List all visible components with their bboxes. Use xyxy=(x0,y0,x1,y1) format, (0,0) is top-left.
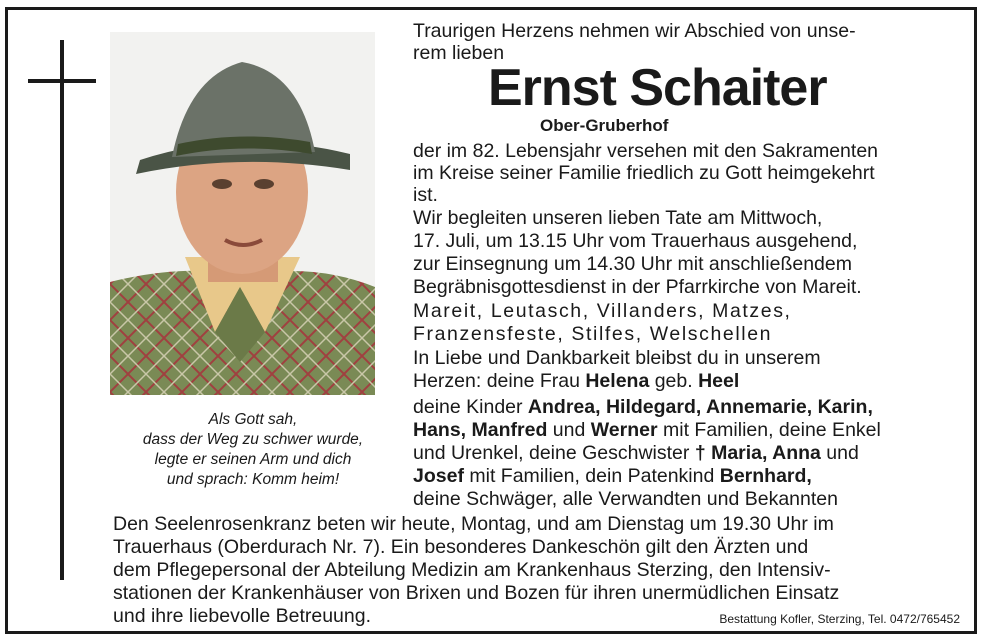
body-line: Begräbnisgottesdienst in der Pfarrkirche von Mareit. xyxy=(413,276,862,298)
family-line: Josef mit Familien, dein Patenkind Bernhard, xyxy=(413,465,812,487)
family-line: Hans, Manfred und Werner mit Familien, deine Enkel xyxy=(413,419,881,441)
family-line: und Urenkel, deine Geschwister † Maria, Anna und xyxy=(413,442,859,464)
intro-line: rem lieben xyxy=(413,42,505,64)
places-line: Franzensfeste, Stilfes, Welschellen xyxy=(413,323,773,345)
closing-line: dem Pflegepersonal der Abteilung Medizin am Krankenhaus Sterzing, den Intensiv- xyxy=(113,559,831,581)
closing-line: stationen der Krankenhäuser von Brixen und Bozen für ihren unermüdlichen Einsatz xyxy=(113,582,840,604)
body-line: der im 82. Lebensjahr versehen mit den Sakramenten xyxy=(413,140,879,162)
quote-line: Als Gott sah, xyxy=(208,411,298,428)
body-line: ist. xyxy=(413,184,438,206)
body-line: zur Einsegnung um 14.30 Uhr mit anschließendem xyxy=(413,253,852,275)
quote-line: und sprach: Komm heim! xyxy=(166,471,340,488)
family-line: In Liebe und Dankbarkeit bleibst du in unserem xyxy=(413,347,821,369)
closing-line: Trauerhaus (Oberdurach Nr. 7). Ein besonderes Dankeschön gilt den Ärzten und xyxy=(113,536,809,558)
body-line: Wir begleiten unseren lieben Tate am Mittwoch, xyxy=(413,207,823,229)
intro-line: Traurigen Herzens nehmen wir Abschied von unse- xyxy=(413,20,856,42)
closing-line: und ihre liebevolle Betreuung. xyxy=(113,605,372,627)
portrait-photo xyxy=(110,32,375,395)
farm-name: Ober-Gruberhof xyxy=(540,116,669,135)
quote-line: dass der Weg zu schwer wurde, xyxy=(142,431,364,448)
family-line: Herzen: deine Frau Helena geb. Heel xyxy=(413,370,740,392)
funeral-home-credit: Bestattung Kofler, Sterzing, Tel. 0472/765452 xyxy=(719,612,960,626)
body-line: im Kreise seiner Familie friedlich zu Gott heimgekehrt xyxy=(413,162,875,184)
places-line: Mareit, Leutasch, Villanders, Matzes, xyxy=(413,300,792,322)
memorial-quote xyxy=(108,410,398,490)
family-line: deine Kinder Andrea, Hildegard, Annemarie, Karin, xyxy=(413,396,873,418)
quote-line: legte er seinen Arm und dich xyxy=(154,451,352,468)
deceased-name: Ernst Schaiter xyxy=(488,59,827,117)
body-line: 17. Juli, um 13.15 Uhr vom Trauerhaus ausgehend, xyxy=(413,230,858,252)
closing-line: Den Seelenrosenkranz beten wir heute, Montag, und am Dienstag um 19.30 Uhr im xyxy=(113,513,834,535)
family-line: deine Schwäger, alle Verwandten und Bekannten xyxy=(413,488,838,510)
